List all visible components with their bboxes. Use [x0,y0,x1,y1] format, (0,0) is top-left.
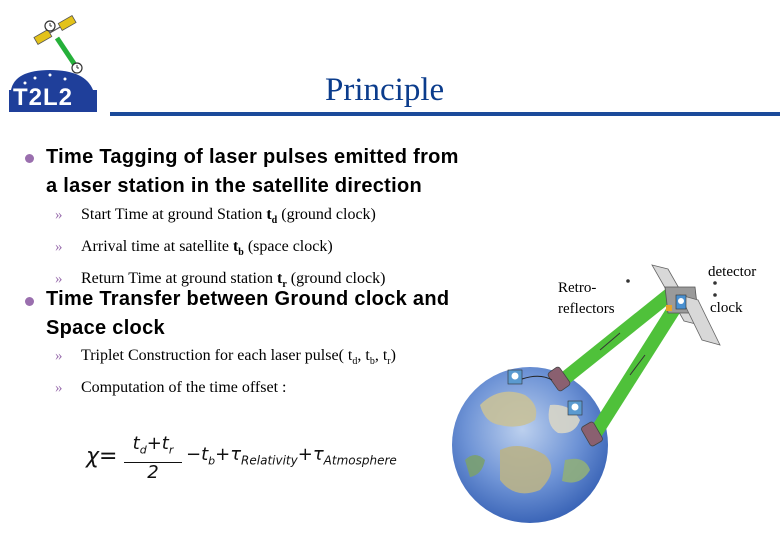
chevron-icon: » [55,239,63,256]
sub-item-return-time: » Return Time at ground station $t_r$ (ground clock) [55,266,485,298]
slide-title: Principle [325,72,445,108]
bullet-2-text [46,285,506,343]
sub-item-start-time: » Start Time at ground Station $t_d$ (ground clock) [55,202,485,234]
sub-item-arrival-time: » Arrival time at satellite $t_b$ (space clock) [55,234,485,266]
sub-item-triplet: » Triplet Construction for each laser pulse( $t_d$, $t_b$, $t_r$) [55,343,485,375]
title-rule [110,112,780,116]
time-offset-formula [86,433,446,483]
bullet-dot [25,297,34,306]
bullet-1-line1: Time Tagging of laser pulses emitted from [46,146,459,168]
earth-globe [452,367,608,523]
t2l2-logo [5,8,105,113]
bullet-2-line2: Space clock [46,317,165,339]
bullet-1-line2: a laser station in the satellite direction [46,175,423,197]
bullet-1-text [46,143,506,201]
detector-label: detector [708,264,757,280]
detector-pointer [713,281,717,285]
formula-rest: $-t_b+\tau_{Relativity}+\tau_{Atmosphere}$ [186,444,397,468]
formula-chi: χ= [86,444,118,469]
chevron-icon: » [55,207,63,223]
retro-pointer [626,279,630,283]
logo-text: T2L2 [13,84,74,111]
chevron-icon: » [55,380,63,397]
chevron-icon: » [55,348,63,364]
clock-label: clock [710,300,743,316]
clock-pointer [713,293,717,297]
bullet-2-line1: Time Transfer between Ground clock and [46,288,450,310]
sub-item-computation: » Computation of the time offset : [55,375,485,401]
bullet-2-sublist [55,343,485,401]
chevron-icon: » [55,271,63,288]
bullet-dot [25,154,34,163]
formula-fraction: $t_d+t_r$ 2 [122,434,184,483]
retro-label: Retro- reflectors [558,280,615,317]
